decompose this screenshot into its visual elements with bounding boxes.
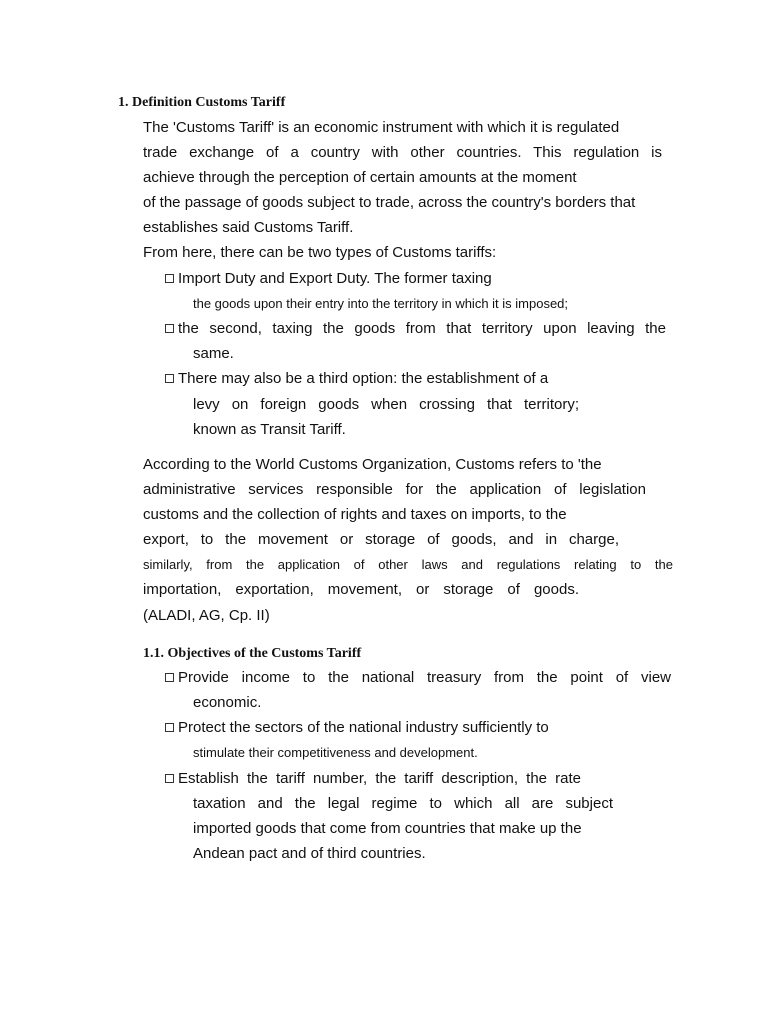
paragraph-line: achieve through the perception of certain amounts at the moment <box>143 169 577 186</box>
paragraph-line: The 'Customs Tariff' is an economic instrument with which it is regulated <box>143 119 620 136</box>
list-item <box>165 319 666 339</box>
types-intro: From here, there can be two types of Customs tariffs: <box>143 244 497 261</box>
paragraph-line: export, to the movement or storage of goods, and in charge, <box>143 531 619 548</box>
list-item-continuation: known as Transit Tariff. <box>193 421 346 438</box>
list-item-text: Provide income to the national treasury from the point of view <box>178 669 671 686</box>
list-item <box>165 718 549 738</box>
checkbox-bullet-icon <box>165 673 174 682</box>
list-item-text: Establish the tariff number, the tariff description, the rate <box>178 770 581 787</box>
checkbox-bullet-icon <box>165 274 174 283</box>
section-heading-objectives: 1.1. Objectives of the Customs Tariff <box>143 646 362 661</box>
checkbox-bullet-icon <box>165 374 174 383</box>
list-item-continuation: Andean pact and of third countries. <box>193 845 426 862</box>
list-item <box>165 668 671 688</box>
list-item-text: Import Duty and Export Duty. The former taxing <box>178 270 492 287</box>
list-item-continuation: imported goods that come from countries that make up the <box>193 820 582 837</box>
list-item-text: Protect the sectors of the national industry sufficiently to <box>178 719 549 736</box>
checkbox-bullet-icon <box>165 723 174 732</box>
paragraph-line: establishes said Customs Tariff. <box>143 219 354 236</box>
list-item-continuation: same. <box>193 345 234 362</box>
paragraph-line: According to the World Customs Organization, Customs refers to 'the <box>143 456 602 473</box>
section-heading-definition: 1. Definition Customs Tariff <box>118 95 286 110</box>
list-item-continuation: taxation and the legal regime to which all are subject <box>193 795 613 812</box>
list-item-continuation: the goods upon their entry into the territory in which it is imposed; <box>193 296 569 311</box>
paragraph-line: customs and the collection of rights and taxes on imports, to the <box>143 506 567 523</box>
list-item-continuation: economic. <box>193 694 262 711</box>
list-item-continuation: stimulate their competitiveness and development. <box>193 745 478 760</box>
checkbox-bullet-icon <box>165 774 174 783</box>
list-item-continuation: levy on foreign goods when crossing that territory; <box>193 396 579 413</box>
list-item-text: the second, taxing the goods from that territory upon leaving the <box>178 320 666 337</box>
list-item-text: There may also be a third option: the establishment of a <box>178 370 549 387</box>
list-item <box>165 369 548 389</box>
paragraph-line: of the passage of goods subject to trade, across the country's borders that <box>143 194 636 211</box>
paragraph-line: trade exchange of a country with other countries. This regulation is <box>143 144 662 161</box>
citation: (ALADI, AG, Cp. II) <box>143 607 270 624</box>
list-item <box>165 269 492 289</box>
checkbox-bullet-icon <box>165 324 174 333</box>
paragraph-line: similarly, from the application of other laws and regulations relating to the <box>143 557 673 572</box>
paragraph-line: administrative services responsible for the application of legislation <box>143 481 646 498</box>
list-item <box>165 769 581 789</box>
paragraph-line: importation, exportation, movement, or storage of goods. <box>143 581 579 598</box>
